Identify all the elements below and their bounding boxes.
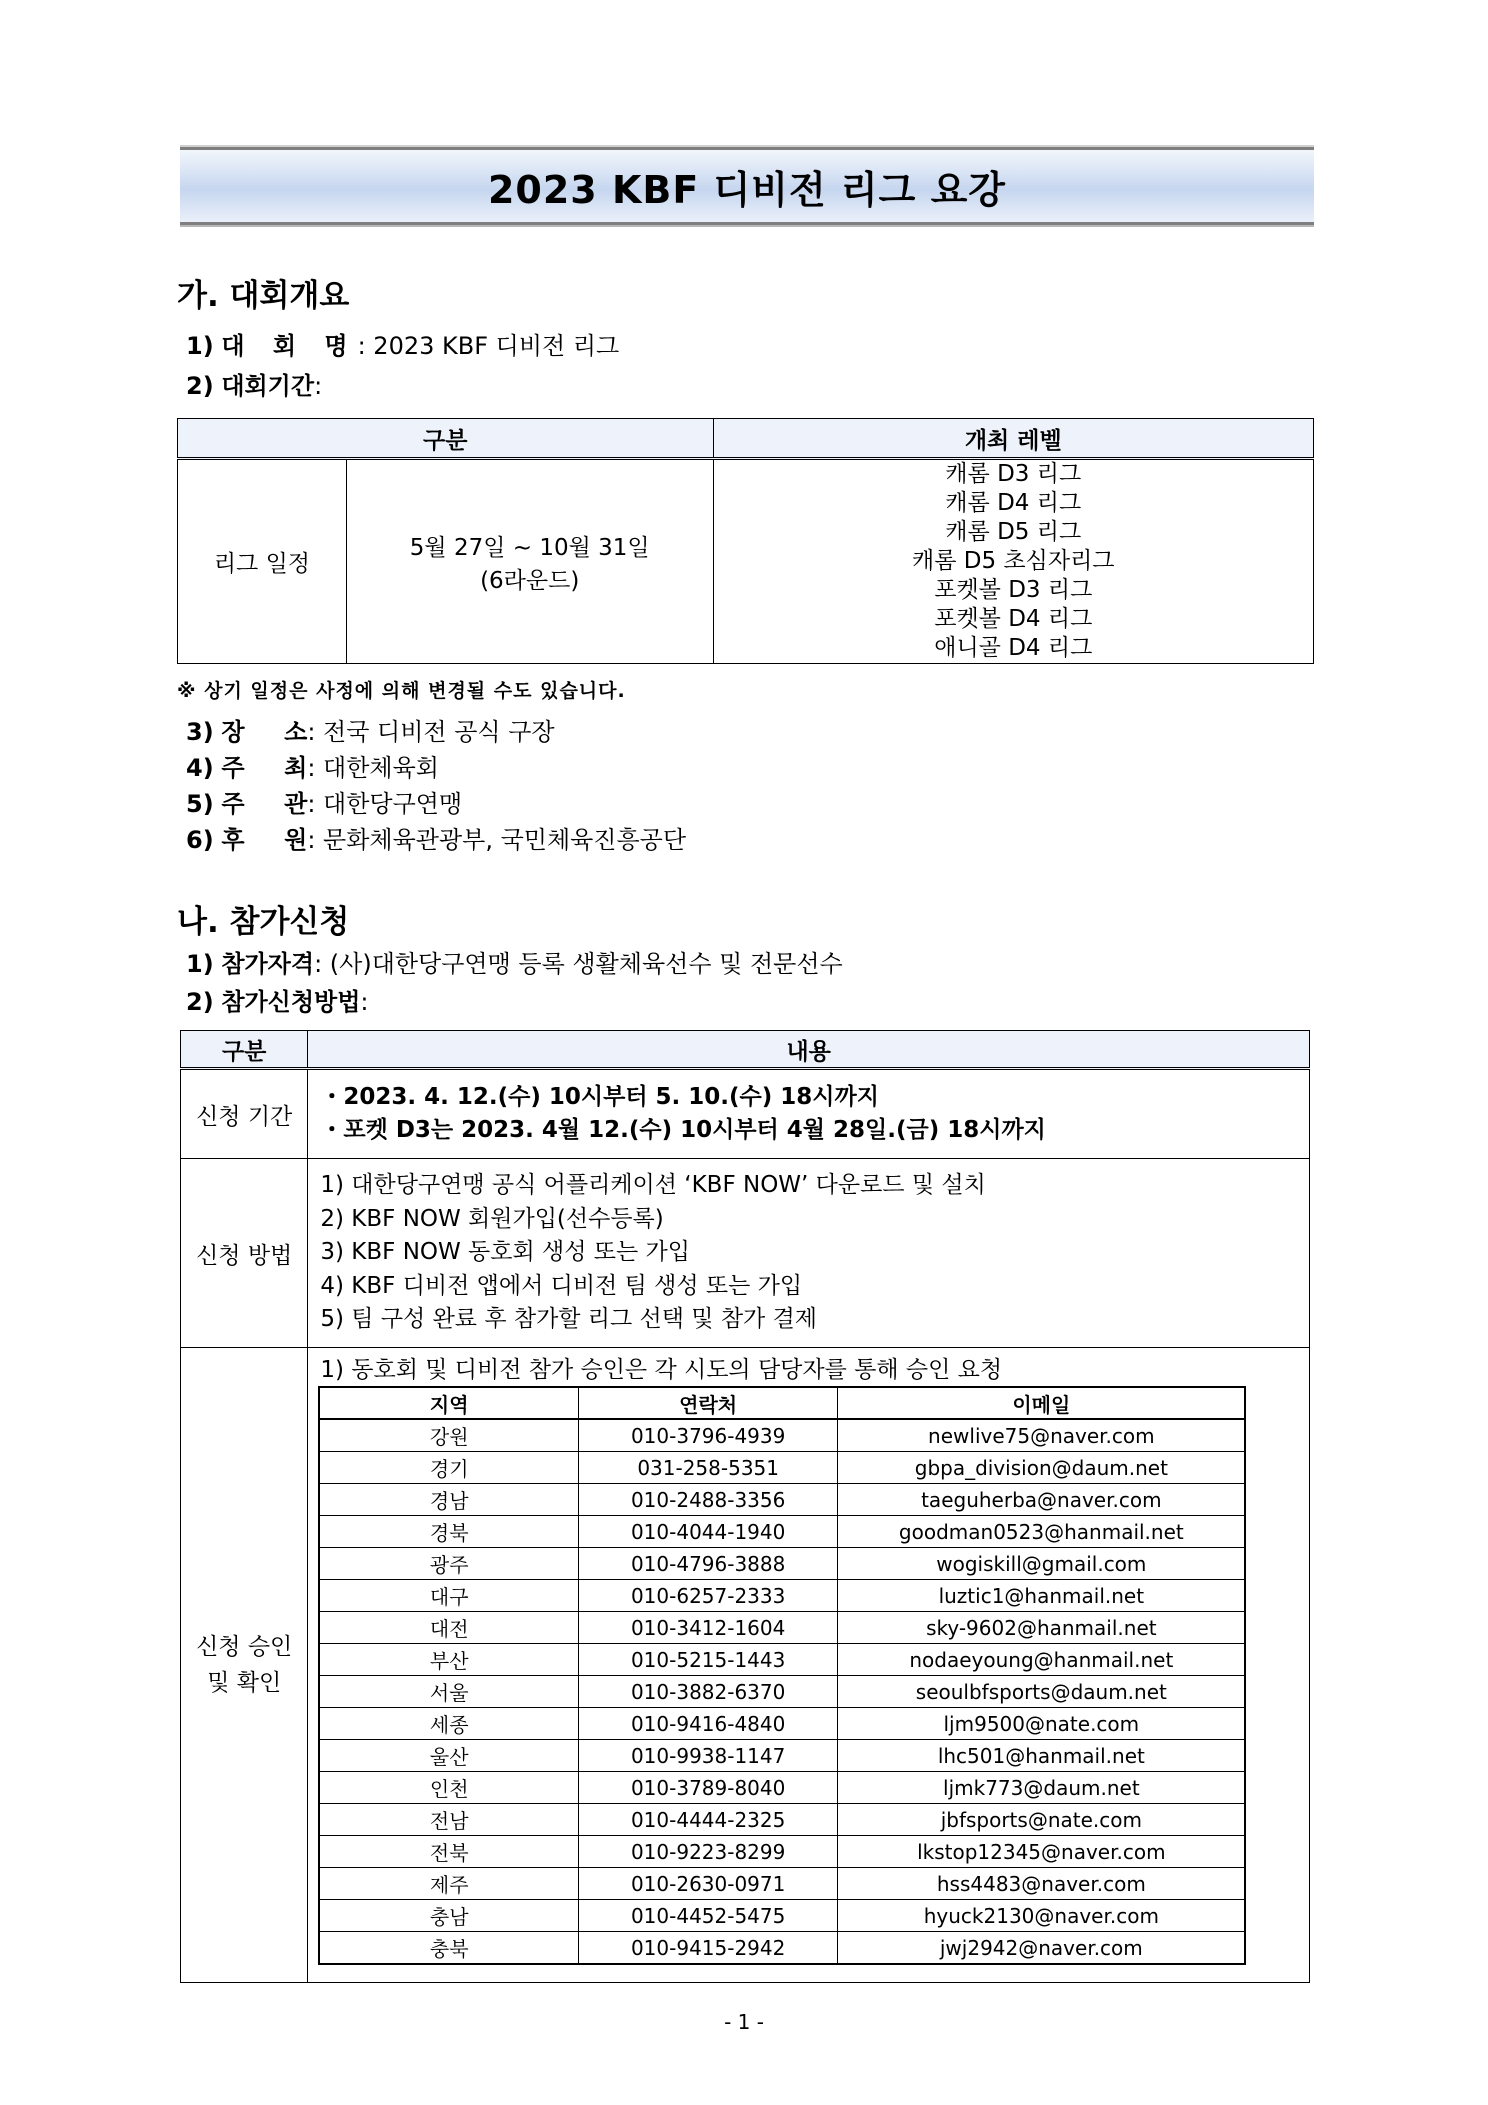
- application-header-category: 구분: [181, 1031, 308, 1069]
- item-event-name: 1) 대 회 명: 2023 KBF 디비전 리그: [186, 332, 620, 360]
- contact-phone: 010-2488-3356: [579, 1484, 838, 1516]
- contact-phone: 010-3796-4939: [579, 1419, 838, 1452]
- level-item: 캐롬 D3 리그: [945, 461, 1082, 487]
- table-row: [319, 1612, 1245, 1644]
- table-row: [319, 1804, 1245, 1836]
- schedule-levels: [713, 459, 1313, 664]
- method-step: 1) 대한당구연맹 공식 어플리케이션 ‘KBF NOW’ 다운로드 및 설치: [320, 1172, 986, 1199]
- table-row: [319, 1740, 1245, 1772]
- application-period-content: [308, 1069, 1310, 1159]
- contact-email: lhc501@hanmail.net: [838, 1740, 1246, 1772]
- contact-email: goodman0523@hanmail.net: [838, 1516, 1246, 1548]
- contact-email: sky-9602@hanmail.net: [838, 1612, 1246, 1644]
- level-item: 캐롬 D5 리그: [945, 519, 1082, 545]
- contact-region: 충남: [319, 1900, 578, 1932]
- contact-email: nodaeyoung@hanmail.net: [838, 1644, 1246, 1676]
- level-item: 애니골 D4 리그: [934, 635, 1093, 661]
- contact-region: 전남: [319, 1804, 578, 1836]
- approval-intro: 1) 동호회 및 디비전 참가 승인은 각 시도의 담당자를 통해 승인 요청: [320, 1357, 1003, 1383]
- section-heading-overview: 가. 대회개요: [177, 278, 350, 314]
- contact-region: 대구: [319, 1580, 578, 1612]
- contact-email: jwj2942@naver.com: [838, 1932, 1246, 1965]
- contact-region: 충북: [319, 1932, 578, 1965]
- schedule-period-dates: 5월 27일 ~ 10월 31일: [409, 534, 650, 561]
- table-row: [319, 1932, 1245, 1965]
- contact-email: seoulbfsports@daum.net: [838, 1676, 1246, 1708]
- item-event-period: 2) 대회기간:: [186, 372, 323, 400]
- table-row: [319, 1516, 1245, 1548]
- contact-email: gbpa_division@daum.net: [838, 1452, 1246, 1484]
- contact-region: 경북: [319, 1516, 578, 1548]
- contacts-header-phone: 연락처: [579, 1387, 838, 1419]
- schedule-period-rounds: (6라운드): [480, 567, 580, 594]
- contact-region: 인천: [319, 1772, 578, 1804]
- application-period-label: 신청 기간: [181, 1069, 308, 1159]
- table-row: [319, 1676, 1245, 1708]
- table-row: [319, 1419, 1245, 1452]
- contact-region: 서울: [319, 1676, 578, 1708]
- table-row: [319, 1452, 1245, 1484]
- contacts-header-email: 이메일: [838, 1387, 1246, 1419]
- item-sponsor: 6) 후 원 : 문화체육관광부, 국민체육진흥공단: [186, 826, 687, 854]
- table-row: [319, 1548, 1245, 1580]
- contact-phone: 010-9416-4840: [579, 1708, 838, 1740]
- contact-region: 강원: [319, 1419, 578, 1452]
- contact-phone: 010-9415-2942: [579, 1932, 838, 1965]
- item-application-method: 2) 참가신청방법:: [186, 988, 369, 1016]
- application-approval-label: 신청 승인 및 확인: [181, 1348, 308, 1983]
- contact-email: ljmk773@daum.net: [838, 1772, 1246, 1804]
- contact-email: wogiskill@gmail.com: [838, 1548, 1246, 1580]
- contact-region: 경남: [319, 1484, 578, 1516]
- contact-phone: 010-3882-6370: [579, 1676, 838, 1708]
- application-approval-content: [308, 1348, 1310, 1983]
- contact-phone: 010-4044-1940: [579, 1516, 838, 1548]
- schedule-table: [177, 418, 1314, 664]
- schedule-header-level: 개최 레벨: [713, 419, 1313, 459]
- section-heading-application: 나. 참가신청: [177, 904, 350, 940]
- schedule-header-category: 구분: [178, 419, 714, 459]
- contact-phone: 010-3789-8040: [579, 1772, 838, 1804]
- table-row: [319, 1836, 1245, 1868]
- document-title: 2023 KBF 디비전 리그 요강: [487, 167, 1006, 212]
- contact-region: 울산: [319, 1740, 578, 1772]
- contact-phone: 010-5215-1443: [579, 1644, 838, 1676]
- method-step: 4) KBF 디비전 앱에서 디비전 팀 생성 또는 가입: [320, 1272, 803, 1299]
- application-method-label: 신청 방법: [181, 1159, 308, 1348]
- contact-email: taeguherba@naver.com: [838, 1484, 1246, 1516]
- contact-email: hss4483@naver.com: [838, 1868, 1246, 1900]
- contact-region: 대전: [319, 1612, 578, 1644]
- table-row: [319, 1868, 1245, 1900]
- contact-phone: 010-9938-1147: [579, 1740, 838, 1772]
- level-item: 캐롬 D4 리그: [945, 490, 1082, 516]
- page-number: - 1 -: [724, 2010, 764, 2034]
- contact-region: 부산: [319, 1644, 578, 1676]
- contact-region: 광주: [319, 1548, 578, 1580]
- document-title-box: [180, 147, 1314, 225]
- contact-region: 세종: [319, 1708, 578, 1740]
- contact-phone: 010-4444-2325: [579, 1804, 838, 1836]
- application-method-content: [308, 1159, 1310, 1348]
- table-row: [319, 1708, 1245, 1740]
- item-eligibility: 1) 참가자격: (사)대한당구연맹 등록 생활체육선수 및 전문선수: [186, 950, 843, 978]
- contact-region: 경기: [319, 1452, 578, 1484]
- contact-phone: 010-4452-5475: [579, 1900, 838, 1932]
- application-header-content: 내용: [308, 1031, 1310, 1069]
- contact-email: newlive75@naver.com: [838, 1419, 1246, 1452]
- method-step: 3) KBF NOW 동호회 생성 또는 가입: [320, 1239, 690, 1266]
- method-step: 5) 팀 구성 완료 후 참가할 리그 선택 및 참가 결제: [320, 1306, 818, 1333]
- contact-email: ljm9500@nate.com: [838, 1708, 1246, 1740]
- table-row: [319, 1900, 1245, 1932]
- table-row: [319, 1772, 1245, 1804]
- application-period-line: ・포켓 D3는 2023. 4월 12.(수) 10시부터 4월 28일.(금) 18시까지: [320, 1117, 1046, 1143]
- contact-email: lkstop12345@naver.com: [838, 1836, 1246, 1868]
- item-host: 4) 주 최 : 대한체육회: [186, 754, 439, 782]
- contact-phone: 010-3412-1604: [579, 1612, 838, 1644]
- contacts-header-region: 지역: [319, 1387, 578, 1419]
- table-row: [319, 1644, 1245, 1676]
- contact-email: jbfsports@nate.com: [838, 1804, 1246, 1836]
- contact-region: 제주: [319, 1868, 578, 1900]
- contact-phone: 010-9223-8299: [579, 1836, 838, 1868]
- schedule-row-label: 리그 일정: [178, 459, 347, 664]
- schedule-period: [346, 459, 713, 664]
- contact-phone: 010-4796-3888: [579, 1548, 838, 1580]
- contact-phone: 031-258-5351: [579, 1452, 838, 1484]
- application-period-line: ・2023. 4. 12.(수) 10시부터 5. 10.(수) 18시까지: [320, 1084, 879, 1110]
- application-table: [180, 1030, 1310, 1983]
- contact-email: luztic1@hanmail.net: [838, 1580, 1246, 1612]
- table-row: [319, 1484, 1245, 1516]
- contact-region: 전북: [319, 1836, 578, 1868]
- contacts-table: [318, 1386, 1246, 1965]
- item-organizer: 5) 주 관 : 대한당구연맹: [186, 790, 463, 818]
- level-item: 포켓볼 D4 리그: [934, 606, 1093, 632]
- schedule-note: ※ 상기 일정은 사정에 의해 변경될 수도 있습니다.: [177, 680, 626, 702]
- contact-phone: 010-6257-2333: [579, 1580, 838, 1612]
- level-item: 포켓볼 D3 리그: [934, 577, 1093, 603]
- item-venue: 3) 장 소 : 전국 디비전 공식 구장: [186, 718, 555, 746]
- table-row: [319, 1580, 1245, 1612]
- method-step: 2) KBF NOW 회원가입(선수등록): [320, 1205, 664, 1232]
- contact-email: hyuck2130@naver.com: [838, 1900, 1246, 1932]
- level-item: 캐롬 D5 초심자리그: [912, 548, 1115, 574]
- contact-phone: 010-2630-0971: [579, 1868, 838, 1900]
